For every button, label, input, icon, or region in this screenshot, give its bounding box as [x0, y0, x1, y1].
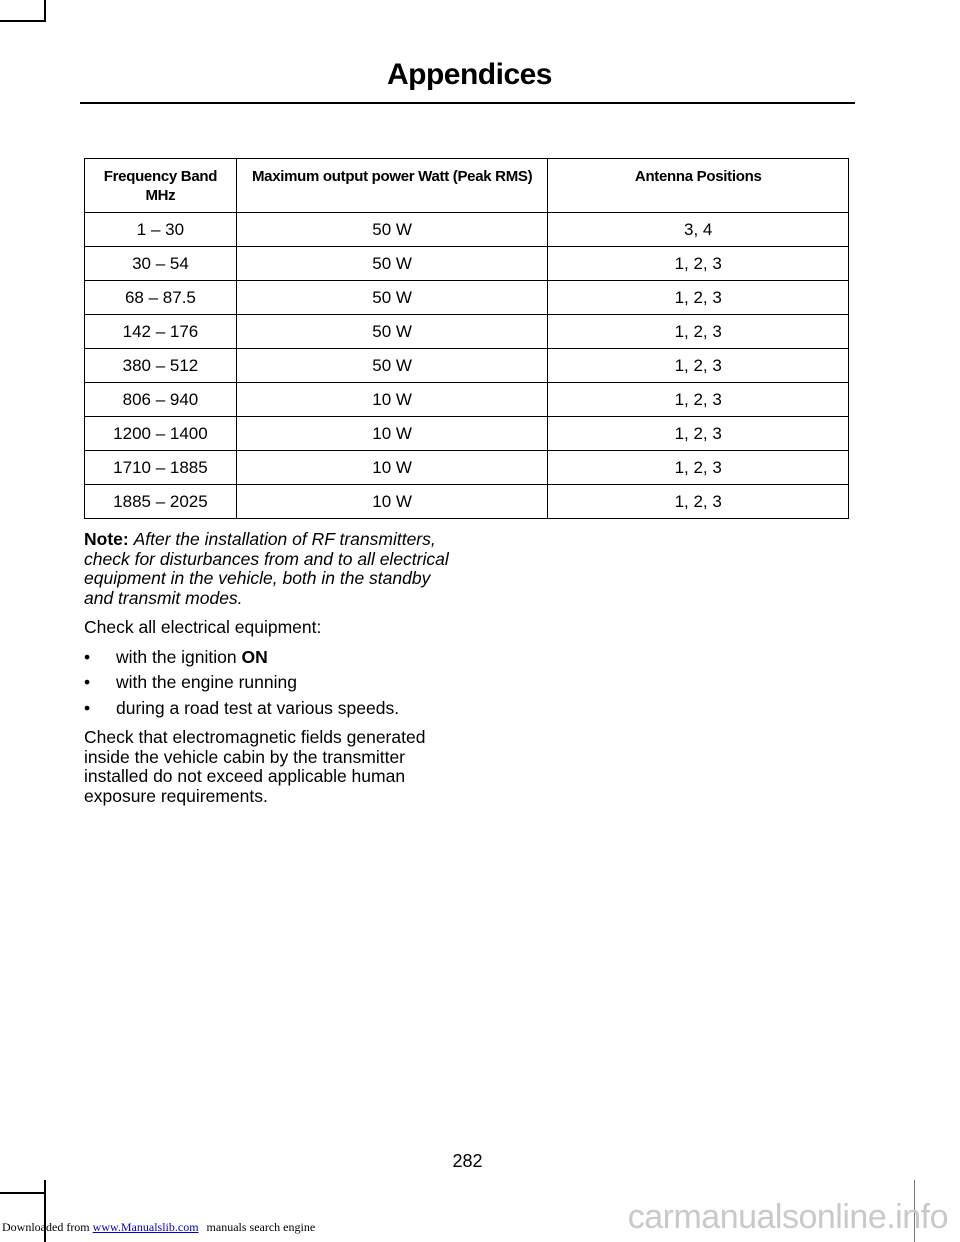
cell-frequency: 1710 – 1885 [85, 451, 237, 485]
cell-frequency: 1885 – 2025 [85, 485, 237, 519]
cell-antenna: 1, 2, 3 [548, 383, 849, 417]
table-row [85, 213, 849, 247]
crop-mark-top-left-horizontal [0, 20, 46, 22]
bullet-icon: • [84, 646, 91, 667]
cell-frequency: 806 – 940 [85, 383, 237, 417]
cell-frequency: 30 – 54 [85, 247, 237, 281]
page-number: 282 [452, 1151, 483, 1171]
table-header-row [85, 159, 849, 213]
cell-power: 50 W [236, 349, 548, 383]
list-item-bold: ON [241, 646, 268, 667]
table-row [85, 383, 849, 417]
cell-power: 50 W [236, 247, 548, 281]
crop-mark-top-left-vertical [44, 0, 46, 22]
cell-antenna: 1, 2, 3 [548, 281, 849, 315]
cell-power: 50 W [236, 281, 548, 315]
crop-mark-bottom-left-horizontal [0, 1192, 46, 1194]
cell-antenna: 1, 2, 3 [548, 417, 849, 451]
column-header-antenna: Antenna Positions [548, 159, 849, 213]
table-row [85, 451, 849, 485]
cell-antenna: 1, 2, 3 [548, 349, 849, 383]
note-label: Note: [84, 529, 129, 549]
list-item [84, 699, 456, 719]
download-footer [2, 1220, 315, 1235]
cell-antenna: 3, 4 [548, 213, 849, 247]
column-header-power: Maximum output power Watt (Peak RMS) [236, 159, 548, 213]
cell-frequency: 142 – 176 [85, 315, 237, 349]
title-rule [80, 102, 855, 104]
bullet-icon: • [84, 697, 91, 718]
cell-frequency: 1200 – 1400 [85, 417, 237, 451]
note-text: After the installation of RF transmitters, check for disturbances from and to all electrical equipment in the vehicle, both in the standby and transmit modes. [84, 529, 449, 608]
table-row [85, 349, 849, 383]
list-item-text: with the ignition [116, 646, 242, 667]
cell-power: 50 W [236, 315, 548, 349]
table-row [85, 281, 849, 315]
list-item [84, 673, 456, 693]
body-text [84, 530, 456, 816]
cell-antenna: 1, 2, 3 [548, 315, 849, 349]
note-paragraph [84, 530, 456, 608]
closing-paragraph: Check that electromagnetic fields generated inside the vehicle cabin by the transmitter installed do not exceed applicable human exposure requirements. [84, 727, 426, 806]
check-list [84, 648, 456, 719]
watermark: carmanualsonline.info [627, 1198, 948, 1236]
cell-frequency: 68 – 87.5 [85, 281, 237, 315]
check-intro: Check all electrical equipment: [84, 617, 322, 637]
table-row [85, 315, 849, 349]
cell-frequency: 1 – 30 [85, 213, 237, 247]
table-row [85, 247, 849, 281]
footer-link[interactable]: www.Manualslib.com [92, 1220, 199, 1234]
cell-power: 10 W [236, 383, 548, 417]
cell-power: 10 W [236, 417, 548, 451]
table-row [85, 485, 849, 519]
list-item [84, 648, 456, 668]
cell-power: 50 W [236, 213, 548, 247]
footer-suffix: manuals search engine [206, 1220, 316, 1234]
cell-antenna: 1, 2, 3 [548, 247, 849, 281]
cell-power: 10 W [236, 451, 548, 485]
page-title: Appendices [386, 58, 552, 91]
column-header-frequency: Frequency Band MHz [85, 159, 237, 213]
table-row [85, 417, 849, 451]
cell-antenna: 1, 2, 3 [548, 451, 849, 485]
frequency-table [84, 158, 849, 519]
cell-power: 10 W [236, 485, 548, 519]
list-item-text: during a road test at various speeds. [116, 697, 400, 718]
cell-frequency: 380 – 512 [85, 349, 237, 383]
footer-prefix: Downloaded from [2, 1220, 93, 1234]
bullet-icon: • [84, 672, 91, 692]
cell-antenna: 1, 2, 3 [548, 485, 849, 519]
list-item-text: with the engine running [116, 672, 297, 692]
